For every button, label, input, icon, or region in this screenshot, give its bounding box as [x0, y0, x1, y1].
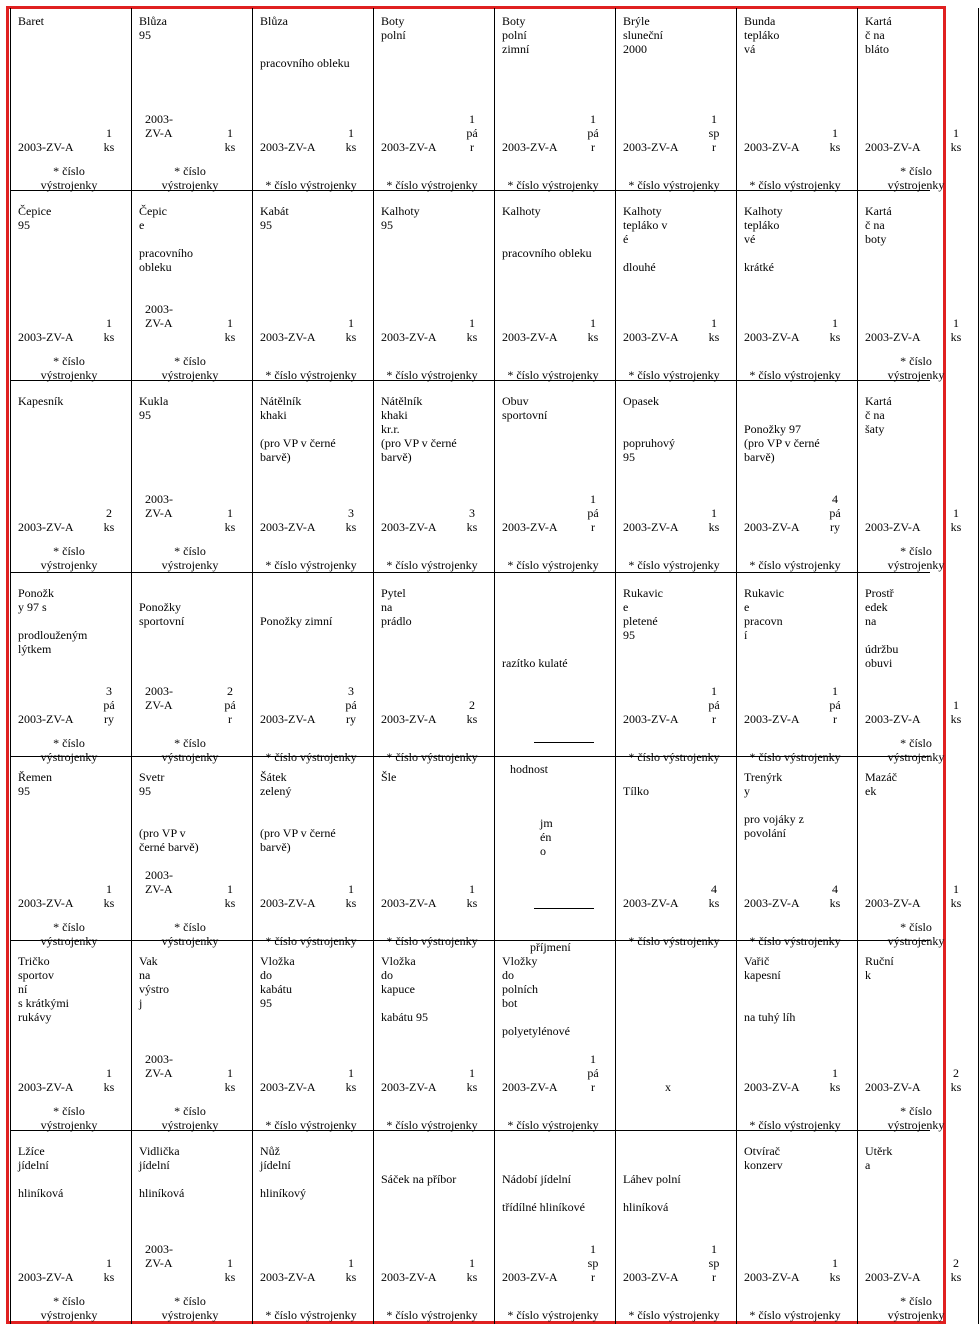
item-name: Ponožky 97 (pro VP v černé barvě): [744, 422, 820, 464]
item-cell: [736, 388, 850, 574]
serial-number: 2003-ZV-A: [381, 1270, 437, 1284]
quantity: 1 ks: [466, 882, 478, 910]
quantity: 1 ks: [950, 882, 962, 910]
item-name: razítko kulaté: [502, 656, 568, 670]
voucher-number-label: * číslo výstrojenky: [887, 1294, 945, 1322]
equipment-sheet: [18, 8, 962, 1324]
voucher-number-label: * číslo výstrojenky: [628, 368, 720, 382]
voucher-number-label: * číslo výstrojenky: [265, 1308, 357, 1322]
item-cell: [373, 388, 487, 574]
voucher-number-label: * číslo výstrojenky: [40, 164, 98, 192]
quantity: 1 pá r: [708, 684, 720, 726]
item-cell: [857, 388, 971, 574]
serial-number: 2003- ZV-A: [145, 302, 173, 330]
item-name: Ponožky sportovní: [139, 600, 185, 628]
voucher-number-label: * číslo výstrojenky: [386, 1308, 478, 1322]
quantity: 1 ks: [103, 316, 115, 344]
voucher-number-label: * číslo výstrojenky: [507, 558, 599, 572]
serial-number: 2003-ZV-A: [381, 712, 437, 726]
serial-number: 2003-ZV-A: [623, 1270, 679, 1284]
voucher-number-label: * číslo výstrojenky: [628, 558, 720, 572]
serial-number: 2003-ZV-A: [744, 1270, 800, 1284]
quantity: 1 ks: [345, 882, 357, 910]
item-cell: [10, 1138, 124, 1324]
item-cell: [494, 948, 608, 1134]
voucher-number-label: * číslo výstrojenky: [40, 1294, 98, 1322]
item-cell: [736, 764, 850, 950]
voucher-number-label: * číslo výstrojenky: [40, 354, 98, 382]
quantity: 3 ks: [466, 506, 478, 534]
item-name: Vložka do kapuce kabátu 95: [381, 954, 428, 1024]
serial-number: 2003-ZV-A: [18, 896, 74, 910]
item-name: Brýle sluneční 2000: [623, 14, 663, 56]
item-cell: [131, 198, 245, 384]
name-blank-line: [534, 908, 594, 909]
serial-number: 2003-ZV-A: [18, 140, 74, 154]
voucher-number-label: * číslo výstrojenky: [40, 736, 98, 764]
item-cell: [857, 764, 971, 950]
item-name: Šle: [381, 770, 397, 784]
serial-number: 2003-ZV-A: [502, 520, 558, 534]
item-cell: [10, 580, 124, 766]
quantity: 1 ks: [708, 316, 720, 344]
serial-number: 2003-ZV-A: [623, 712, 679, 726]
quantity: 1 ks: [345, 1256, 357, 1284]
serial-number: 2003-ZV-A: [865, 330, 921, 344]
item-name: Pytel na prádlo: [381, 586, 412, 628]
serial-number: 2003-ZV-A: [18, 1270, 74, 1284]
item-cell: [857, 580, 971, 766]
voucher-number-label: * číslo výstrojenky: [265, 558, 357, 572]
serial-number: 2003-ZV-A: [865, 1080, 921, 1094]
item-name: Blůza pracovního obleku: [260, 14, 350, 70]
item-name: Kartá č na boty: [865, 204, 892, 246]
voucher-number-label: * číslo výstrojenky: [386, 1118, 478, 1132]
item-name: Vařič kapesní na tuhý líh: [744, 954, 796, 1024]
quantity: 1 ks: [103, 1256, 115, 1284]
quantity: 1 ks: [466, 316, 478, 344]
serial-number: 2003-ZV-A: [18, 1080, 74, 1094]
item-name: Svetr 95 (pro VP v černé barvě): [139, 770, 199, 854]
item-cell: [10, 8, 124, 194]
voucher-number-label: * číslo výstrojenky: [161, 1294, 219, 1322]
serial-number: 2003-ZV-A: [260, 330, 316, 344]
item-name: Nádobí jídelní třídílné hliníkové: [502, 1172, 585, 1214]
item-name: Ponožk y 97 s prodlouženým lýtkem: [18, 586, 88, 656]
voucher-number-label: * číslo výstrojenky: [40, 920, 98, 948]
item-name: Kapesník: [18, 394, 64, 408]
item-name: Sáček na příbor: [381, 1172, 457, 1186]
quantity: 1 ks: [708, 506, 720, 534]
item-name: Vložka do kabátu 95: [260, 954, 295, 1010]
item-name: Nátělník khaki (pro VP v černé barvě): [260, 394, 336, 464]
item-cell: [10, 388, 124, 574]
item-cell: [615, 948, 729, 1134]
item-cell: [494, 8, 608, 194]
item-name: Tílko: [623, 784, 649, 798]
item-cell: [131, 8, 245, 194]
item-name: Otvírač konzerv: [744, 1144, 783, 1172]
quantity: 2 ks: [103, 506, 115, 534]
voucher-number-label: * číslo výstrojenky: [749, 178, 841, 192]
voucher-number-label: * číslo výstrojenky: [749, 1308, 841, 1322]
voucher-number-label: * číslo výstrojenky: [161, 544, 219, 572]
rank-label: hodnost: [510, 762, 549, 776]
quantity: 1 ks: [103, 126, 115, 154]
voucher-number-label: * číslo výstrojenky: [507, 1308, 599, 1322]
item-cell: [615, 198, 729, 384]
serial-number: 2003-ZV-A: [260, 712, 316, 726]
hodnost-blank-line: [534, 742, 594, 743]
item-name: Nátělník khaki kr.r. (pro VP v černé barvě): [381, 394, 457, 464]
serial-number: 2003-ZV-A: [865, 1270, 921, 1284]
item-cell: [131, 764, 245, 950]
serial-number: 2003-ZV-A: [744, 1080, 800, 1094]
serial-number: 2003-ZV-A: [260, 140, 316, 154]
quantity: 1 ks: [829, 316, 841, 344]
serial-number: 2003-ZV-A: [18, 330, 74, 344]
item-cell: [252, 948, 366, 1134]
serial-number: 2003- ZV-A: [145, 1242, 173, 1270]
item-name: Kalhoty pracovního obleku: [502, 204, 592, 260]
voucher-number-label: * číslo výstrojenky: [161, 354, 219, 382]
serial-number: 2003-ZV-A: [865, 712, 921, 726]
quantity: 1 ks: [224, 1066, 236, 1094]
item-cell: [373, 198, 487, 384]
item-name: Kabát 95: [260, 204, 289, 232]
voucher-number-label: * číslo výstrojenky: [40, 544, 98, 572]
quantity: 1 pá r: [587, 1052, 599, 1094]
voucher-number-label: * číslo výstrojenky: [161, 1104, 219, 1132]
item-name: Rukavic e pletené 95: [623, 586, 663, 642]
serial-number: 2003-ZV-A: [502, 1080, 558, 1094]
item-name: Řemen 95: [18, 770, 52, 798]
item-name: Nůž jídelní hliníkový: [260, 1144, 307, 1200]
item-name: Mazáč ek: [865, 770, 897, 798]
item-cell: [494, 388, 608, 574]
item-name: Trenýrk y pro vojáky z povolání: [744, 770, 804, 840]
voucher-number-label: * číslo výstrojenky: [628, 178, 720, 192]
item-cell: [736, 948, 850, 1134]
quantity: 1 ks: [103, 1066, 115, 1094]
serial-number: 2003-ZV-A: [744, 330, 800, 344]
item-cell: [373, 1138, 487, 1324]
quantity: 1 ks: [224, 316, 236, 344]
item-cell: [494, 1138, 608, 1324]
quantity: 3 pá ry: [103, 684, 115, 726]
item-cell: [252, 388, 366, 574]
voucher-number-label: * číslo výstrojenky: [386, 750, 478, 764]
serial-number: 2003-ZV-A: [744, 896, 800, 910]
item-cell: [857, 1138, 971, 1324]
voucher-number-label: * číslo výstrojenky: [887, 354, 945, 382]
voucher-number-label: * číslo výstrojenky: [40, 1104, 98, 1132]
item-name: Kartá č na šaty: [865, 394, 892, 436]
item-cell: [373, 764, 487, 950]
quantity: 1 ks: [345, 1066, 357, 1094]
item-name: Boty polní: [381, 14, 406, 42]
serial-number: 2003-ZV-A: [502, 330, 558, 344]
quantity: 4 ks: [829, 882, 841, 910]
item-name: Opasek popruhový 95: [623, 394, 675, 464]
quantity: 1 ks: [224, 506, 236, 534]
quantity: 4 ks: [708, 882, 720, 910]
serial-number: 2003- ZV-A: [145, 112, 173, 140]
serial-number: 2003-ZV-A: [260, 520, 316, 534]
item-cell: [252, 1138, 366, 1324]
serial-number: 2003-ZV-A: [744, 712, 800, 726]
quantity: 1 ks: [950, 506, 962, 534]
item-name: Prostř edek na údržbu obuvi: [865, 586, 899, 670]
item-name: Obuv sportovní: [502, 394, 548, 422]
voucher-number-label: * číslo výstrojenky: [161, 164, 219, 192]
item-name: Tričko sportov ní s krátkými rukávy: [18, 954, 69, 1024]
serial-number: 2003-ZV-A: [502, 1270, 558, 1284]
quantity: 1 ks: [224, 882, 236, 910]
item-cell: [373, 948, 487, 1134]
item-name: Čepic e pracovního obleku: [139, 204, 193, 274]
serial-number: 2003-ZV-A: [744, 140, 800, 154]
voucher-number-label: * číslo výstrojenky: [386, 934, 478, 948]
serial-number: 2003-ZV-A: [744, 520, 800, 534]
item-cell: [10, 198, 124, 384]
quantity: 1 pá r: [829, 684, 841, 726]
item-cell: [615, 8, 729, 194]
voucher-number-label: * číslo výstrojenky: [265, 750, 357, 764]
item-cell: [494, 198, 608, 384]
item-name: Vložky do polních bot polyetylénové: [502, 954, 570, 1038]
item-cell: [10, 764, 124, 950]
voucher-number-label: * číslo výstrojenky: [628, 750, 720, 764]
voucher-number-label: * číslo výstrojenky: [386, 368, 478, 382]
serial-number: 2003-ZV-A: [260, 1080, 316, 1094]
quantity: 3 ks: [345, 506, 357, 534]
serial-number: 2003-ZV-A: [381, 330, 437, 344]
item-cell: [131, 388, 245, 574]
quantity: 2 ks: [950, 1256, 962, 1284]
item-name: Baret: [18, 14, 44, 28]
item-name: Rukavic e pracovn í: [744, 586, 784, 642]
voucher-number-label: * číslo výstrojenky: [749, 1118, 841, 1132]
serial-number: 2003-ZV-A: [18, 520, 74, 534]
item-cell: [736, 580, 850, 766]
quantity: 1 sp r: [708, 1242, 720, 1284]
serial-number: 2003-ZV-A: [865, 520, 921, 534]
item-name: Kalhoty tepláko v é dlouhé: [623, 204, 668, 274]
quantity: 1 sp r: [587, 1242, 599, 1284]
item-cell: [615, 580, 729, 766]
voucher-number-label: * číslo výstrojenky: [386, 178, 478, 192]
quantity: 1 pá r: [587, 112, 599, 154]
serial-number: 2003-ZV-A: [381, 520, 437, 534]
item-name: Kalhoty 95: [381, 204, 420, 232]
quantity: 2 pá r: [224, 684, 236, 726]
voucher-number-label: * číslo výstrojenky: [887, 544, 945, 572]
item-cell: [736, 198, 850, 384]
item-name: Kukla 95: [139, 394, 169, 422]
serial-number: 2003-ZV-A: [381, 1080, 437, 1094]
voucher-number-label: * číslo výstrojenky: [161, 736, 219, 764]
item-cell: [131, 1138, 245, 1324]
item-cell: [857, 8, 971, 194]
quantity: 1 ks: [587, 316, 599, 344]
serial-number: 2003-ZV-A: [623, 140, 679, 154]
item-name: Blůza 95: [139, 14, 167, 42]
serial-number: 2003-ZV-A: [381, 140, 437, 154]
quantity: 1 ks: [345, 126, 357, 154]
item-cell: [615, 388, 729, 574]
quantity: 1 ks: [466, 1256, 478, 1284]
item-cell: [857, 948, 971, 1134]
item-cell: [373, 8, 487, 194]
item-cell: [615, 764, 729, 950]
serial-number: 2003- ZV-A: [145, 1052, 173, 1080]
quantity: 1 sp r: [708, 112, 720, 154]
item-cell: [736, 8, 850, 194]
item-cell: [857, 198, 971, 384]
quantity: 1 ks: [829, 126, 841, 154]
voucher-number-label: * číslo výstrojenky: [161, 920, 219, 948]
item-name: Šátek zelený (pro VP v černé barvě): [260, 770, 336, 854]
item-name: Čepice 95: [18, 204, 52, 232]
voucher-number-label: * číslo výstrojenky: [628, 1308, 720, 1322]
quantity: 3 pá ry: [345, 684, 357, 726]
serial-number: 2003- ZV-A: [145, 868, 173, 896]
serial-number: 2003-ZV-A: [623, 330, 679, 344]
item-cell: [131, 948, 245, 1134]
quantity: 1 ks: [950, 698, 962, 726]
quantity: 1 pá r: [587, 492, 599, 534]
serial-number: 2003-ZV-A: [260, 1270, 316, 1284]
serial-number: 2003-ZV-A: [623, 896, 679, 910]
item-name: Ruční k: [865, 954, 894, 982]
voucher-number-label: * číslo výstrojenky: [507, 178, 599, 192]
serial-number: 2003- ZV-A: [145, 492, 173, 520]
quantity: 1 ks: [224, 1256, 236, 1284]
voucher-number-label: * číslo výstrojenky: [265, 1118, 357, 1132]
quantity: x: [665, 1080, 671, 1094]
serial-number: 2003-ZV-A: [865, 140, 921, 154]
voucher-number-label: * číslo výstrojenky: [887, 736, 945, 764]
item-cell: [736, 1138, 850, 1324]
voucher-number-label: * číslo výstrojenky: [386, 558, 478, 572]
serial-number: 2003-ZV-A: [865, 896, 921, 910]
serial-number: 2003-ZV-A: [260, 896, 316, 910]
voucher-number-label: * číslo výstrojenky: [887, 920, 945, 948]
item-name: Vidlička jídelní hliníková: [139, 1144, 185, 1200]
item-cell: [252, 764, 366, 950]
item-name: Kalhoty teplákо vé krátké: [744, 204, 783, 274]
voucher-number-label: * číslo výstrojenky: [749, 934, 841, 948]
quantity: 1 ks: [103, 882, 115, 910]
item-cell: [252, 198, 366, 384]
voucher-number-label: * číslo výstrojenky: [749, 368, 841, 382]
voucher-number-label: * číslo výstrojenky: [265, 178, 357, 192]
quantity: 4 pá ry: [829, 492, 841, 534]
item-name: Láhev polní hliníková: [623, 1172, 681, 1214]
voucher-number-label: * číslo výstrojenky: [749, 750, 841, 764]
quantity: 1 ks: [224, 126, 236, 154]
item-name: Kartá č na bláto: [865, 14, 892, 56]
voucher-number-label: * číslo výstrojenky: [749, 558, 841, 572]
quantity: 1 ks: [345, 316, 357, 344]
item-name: Bunda teplákо vá: [744, 14, 780, 56]
quantity: 2 ks: [466, 698, 478, 726]
item-name: Lžíce jídelní hliníková: [18, 1144, 64, 1200]
item-name: Ponožky zimní: [260, 614, 333, 628]
item-cell: [131, 580, 245, 766]
surname-label: příjmení: [530, 940, 571, 954]
quantity: 1 pá r: [466, 112, 478, 154]
serial-number: 2003-ZV-A: [502, 140, 558, 154]
item-cell: [373, 580, 487, 766]
item-name: Vak na výstro j: [139, 954, 169, 1010]
voucher-number-label: * číslo výstrojenky: [628, 934, 720, 948]
serial-number: 2003- ZV-A: [145, 684, 173, 712]
item-name: Utěrk a: [865, 1144, 893, 1172]
item-cell: [252, 8, 366, 194]
quantity: 1 ks: [829, 1256, 841, 1284]
voucher-number-label: * číslo výstrojenky: [507, 1118, 599, 1132]
serial-number: 2003-ZV-A: [623, 520, 679, 534]
voucher-number-label: * číslo výstrojenky: [265, 934, 357, 948]
voucher-number-label: * číslo výstrojenky: [887, 164, 945, 192]
voucher-number-label: * číslo výstrojenky: [507, 368, 599, 382]
quantity: 1 ks: [466, 1066, 478, 1094]
serial-number: 2003-ZV-A: [18, 712, 74, 726]
item-cell: [494, 580, 608, 766]
serial-number: 2003-ZV-A: [381, 896, 437, 910]
voucher-number-label: * číslo výstrojenky: [265, 368, 357, 382]
item-cell: [615, 1138, 729, 1324]
item-name: Boty polní zimní: [502, 14, 530, 56]
quantity: 1 ks: [950, 126, 962, 154]
item-cell: [252, 580, 366, 766]
quantity: 2 ks: [950, 1066, 962, 1094]
item-cell: [10, 948, 124, 1134]
first-name-label: jm én o: [540, 816, 553, 858]
quantity: 1 ks: [829, 1066, 841, 1094]
voucher-number-label: * číslo výstrojenky: [887, 1104, 945, 1132]
quantity: 1 ks: [950, 316, 962, 344]
